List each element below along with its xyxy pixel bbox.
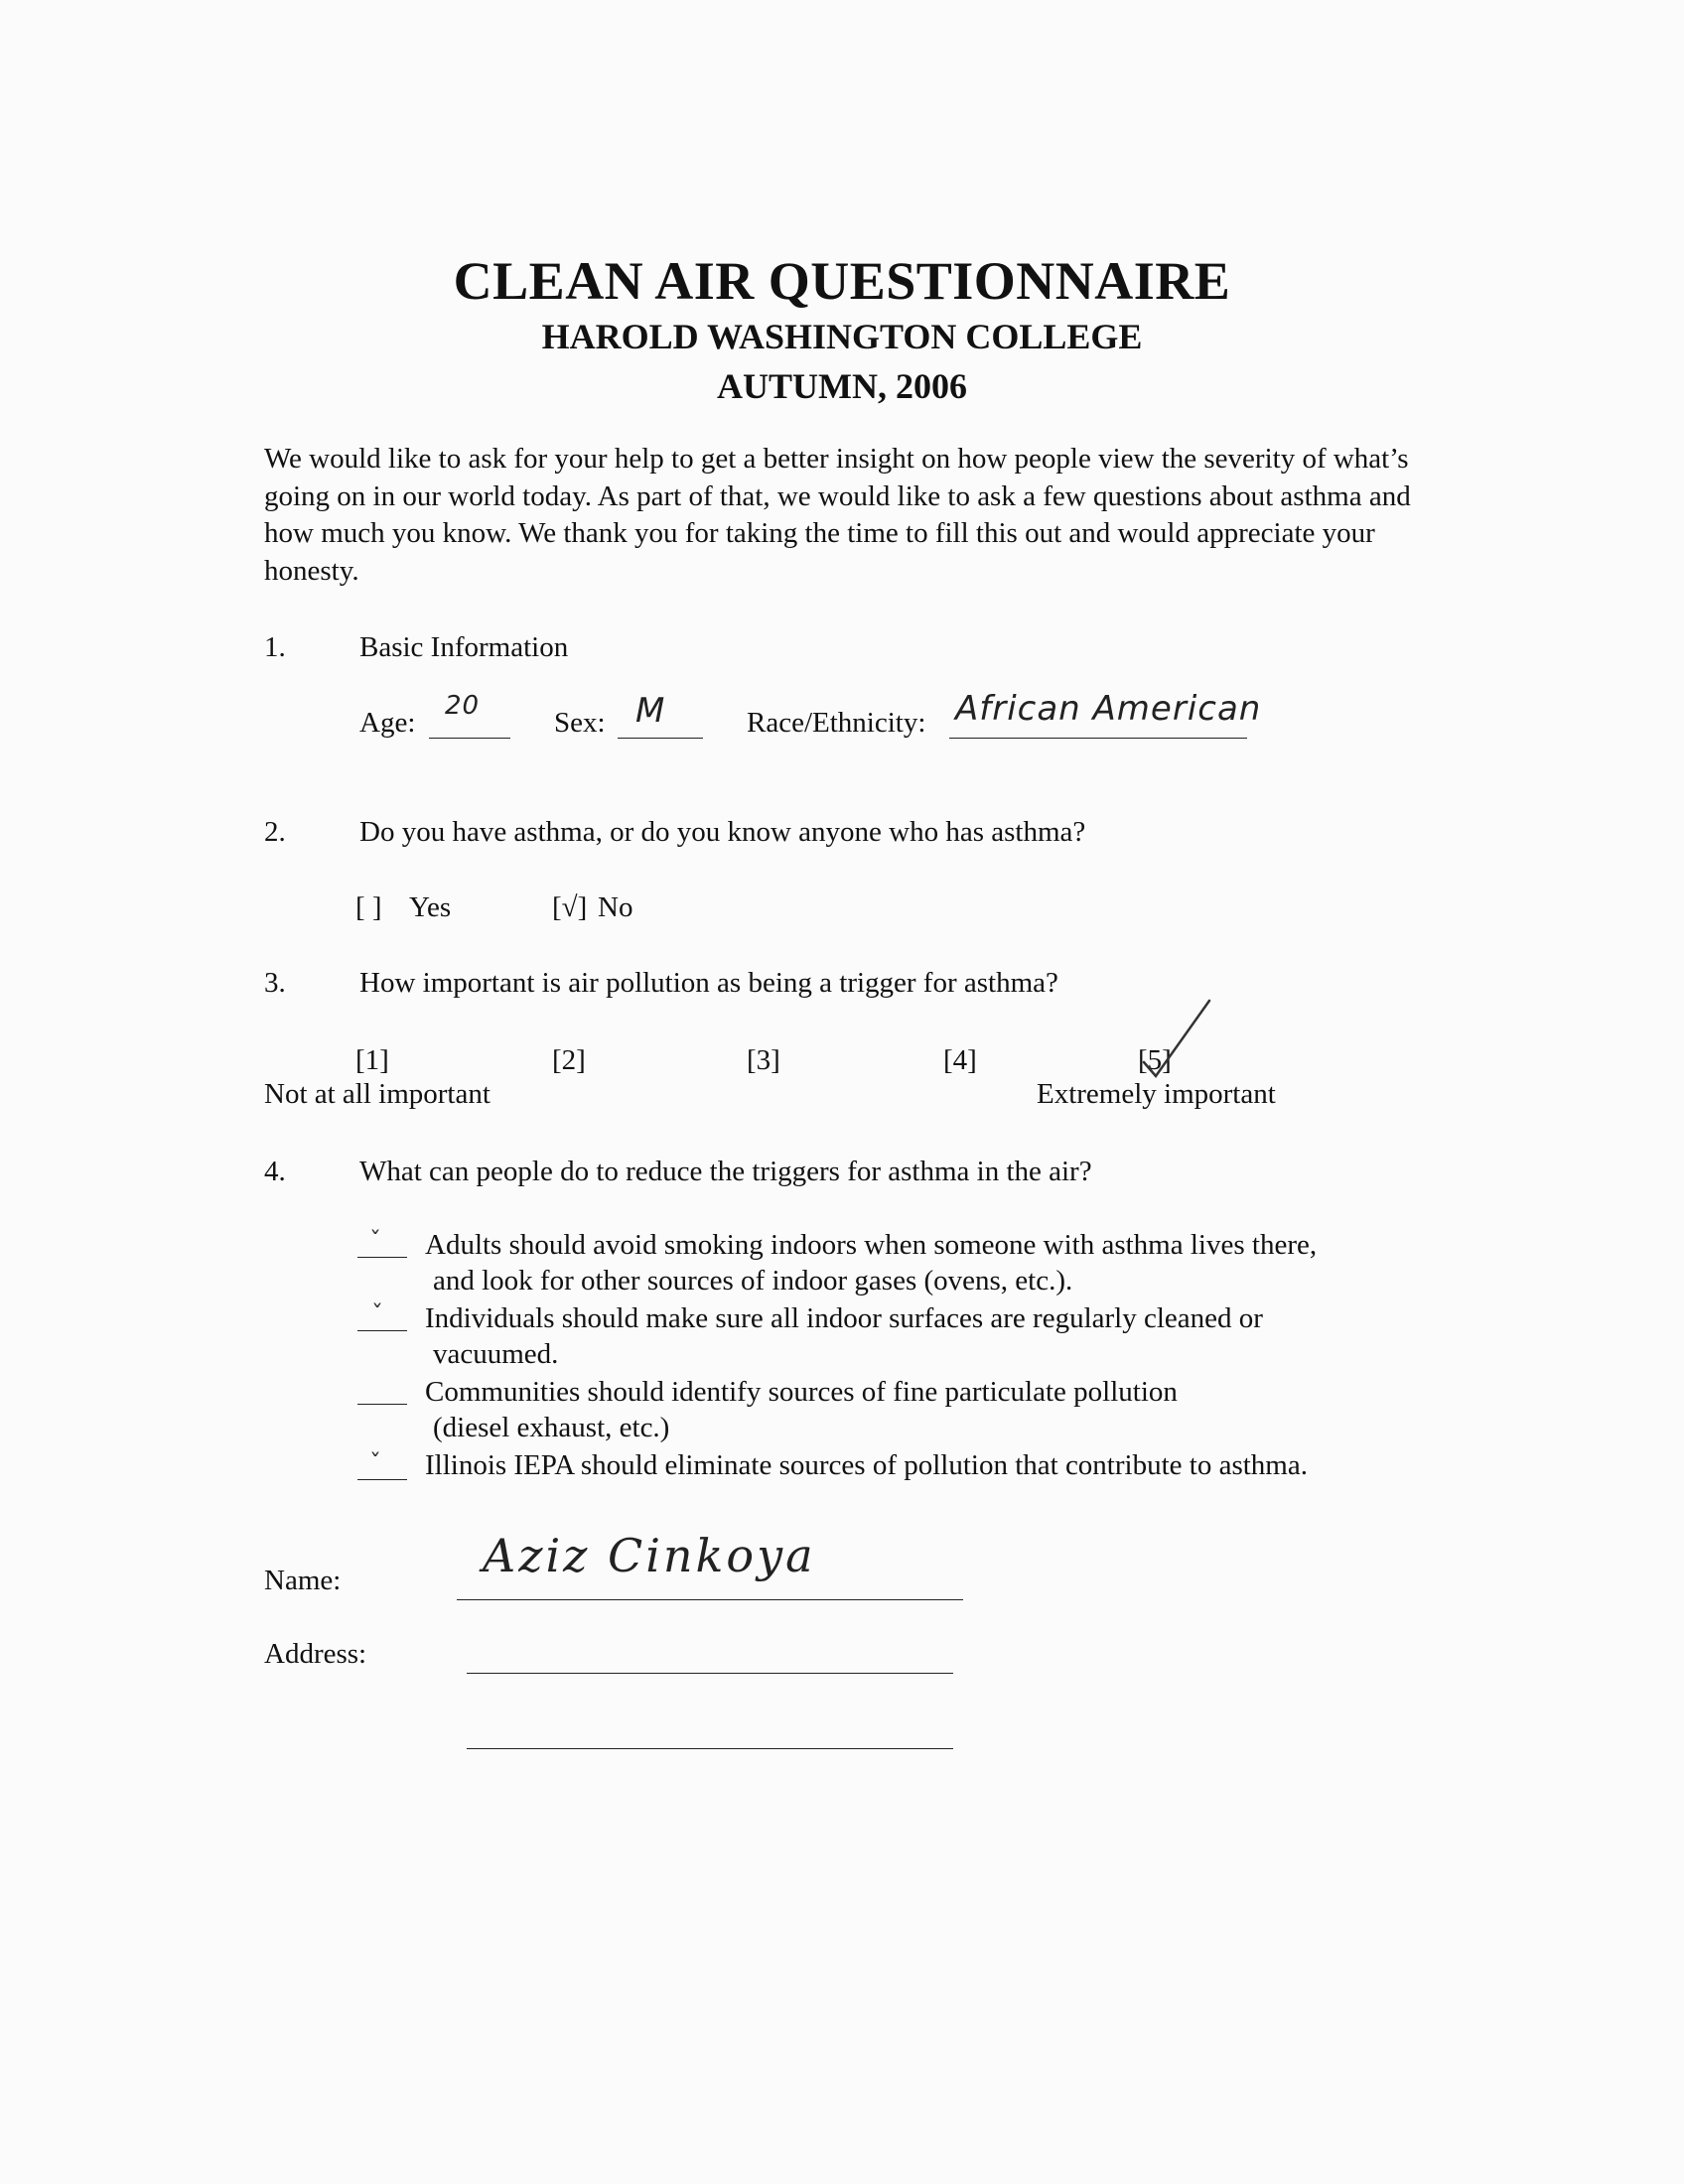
address-label: Address:: [264, 1638, 367, 1670]
yes-label: Yes: [409, 891, 452, 923]
yes-checkbox[interactable]: [ ]: [355, 891, 382, 923]
q4-item2-line2: vacuumed.: [433, 1338, 559, 1370]
age-underline: [429, 738, 510, 739]
q1-label: Basic Information: [359, 631, 569, 663]
q3-question: How important is air pollution as being a trigger for asthma?: [359, 967, 1058, 999]
q4-item3-blank[interactable]: [357, 1404, 407, 1405]
q4-item4-check-icon: ˇ: [369, 1449, 381, 1477]
name-label: Name:: [264, 1565, 342, 1596]
age-value[interactable]: 20: [445, 691, 481, 721]
q3-low-label: Not at all important: [264, 1078, 491, 1110]
no-checkbox[interactable]: [√]: [552, 891, 588, 923]
q4-item1-blank[interactable]: [357, 1257, 407, 1258]
term-label: AUTUMN, 2006: [717, 366, 967, 406]
address-line-2[interactable]: [467, 1748, 953, 1749]
q3-number: 3.: [264, 967, 286, 999]
q2-number: 2.: [264, 816, 286, 848]
q3-option-1[interactable]: [1]: [355, 1044, 389, 1076]
q4-item4-blank[interactable]: [357, 1479, 407, 1480]
q4-item2-check-icon: ˇ: [371, 1300, 383, 1328]
q3-check-mark-icon: [1132, 993, 1221, 1082]
college-name: HAROLD WASHINGTON COLLEGE: [541, 317, 1143, 356]
intro-paragraph: We would like to ask for your help to get a better insight on how people view the severity of what’s going on in our world today. As part of that, we would like to ask a few questions about asthma and how much you know. We thank you for taking the time to fill this out and would appreciate your honesty.: [264, 443, 1411, 587]
q4-item2-line1: Individuals should make sure all indoor surfaces are regularly cleaned or: [425, 1302, 1263, 1334]
q4-item4-line1: Illinois IEPA should eliminate sources of pollution that contribute to asthma.: [425, 1449, 1308, 1481]
q4-item3-line2: (diesel exhaust, etc.): [433, 1412, 670, 1443]
q1-number: 1.: [264, 631, 286, 663]
q4-item1-line2: and look for other sources of indoor gases (ovens, etc.).: [433, 1265, 1073, 1297]
q3-option-2[interactable]: [2]: [552, 1044, 586, 1076]
q4-question: What can people do to reduce the triggers for asthma in the air?: [359, 1156, 1092, 1187]
sex-label: Sex:: [554, 707, 606, 739]
form-title: CLEAN AIR QUESTIONNAIRE: [453, 251, 1231, 311]
q3-option-4[interactable]: [4]: [943, 1044, 977, 1076]
race-label: Race/Ethnicity:: [747, 707, 926, 739]
name-signature[interactable]: Aziz Cinkoya: [483, 1529, 816, 1582]
q4-item2-blank[interactable]: [357, 1330, 407, 1331]
q3-option-3[interactable]: [3]: [747, 1044, 780, 1076]
address-line-1[interactable]: [467, 1673, 953, 1674]
q4-number: 4.: [264, 1156, 286, 1187]
q2-question: Do you have asthma, or do you know anyone who has asthma?: [359, 816, 1086, 848]
race-underline: [949, 738, 1247, 739]
q4-item1-line1: Adults should avoid smoking indoors when someone with asthma lives there,: [425, 1229, 1318, 1261]
sex-value[interactable]: M: [635, 691, 666, 731]
race-value[interactable]: African American: [955, 689, 1262, 729]
q4-item1-check-icon: ˇ: [369, 1227, 381, 1255]
q4-item3-line1: Communities should identify sources of fine particulate pollution: [425, 1376, 1178, 1408]
no-label: No: [598, 891, 633, 923]
q3-option-5[interactable]: [5]: [1138, 1044, 1172, 1076]
sex-underline: [618, 738, 703, 739]
q3-high-label: Extremely important: [1037, 1078, 1276, 1110]
age-label: Age:: [359, 707, 416, 739]
name-underline: [457, 1599, 963, 1600]
